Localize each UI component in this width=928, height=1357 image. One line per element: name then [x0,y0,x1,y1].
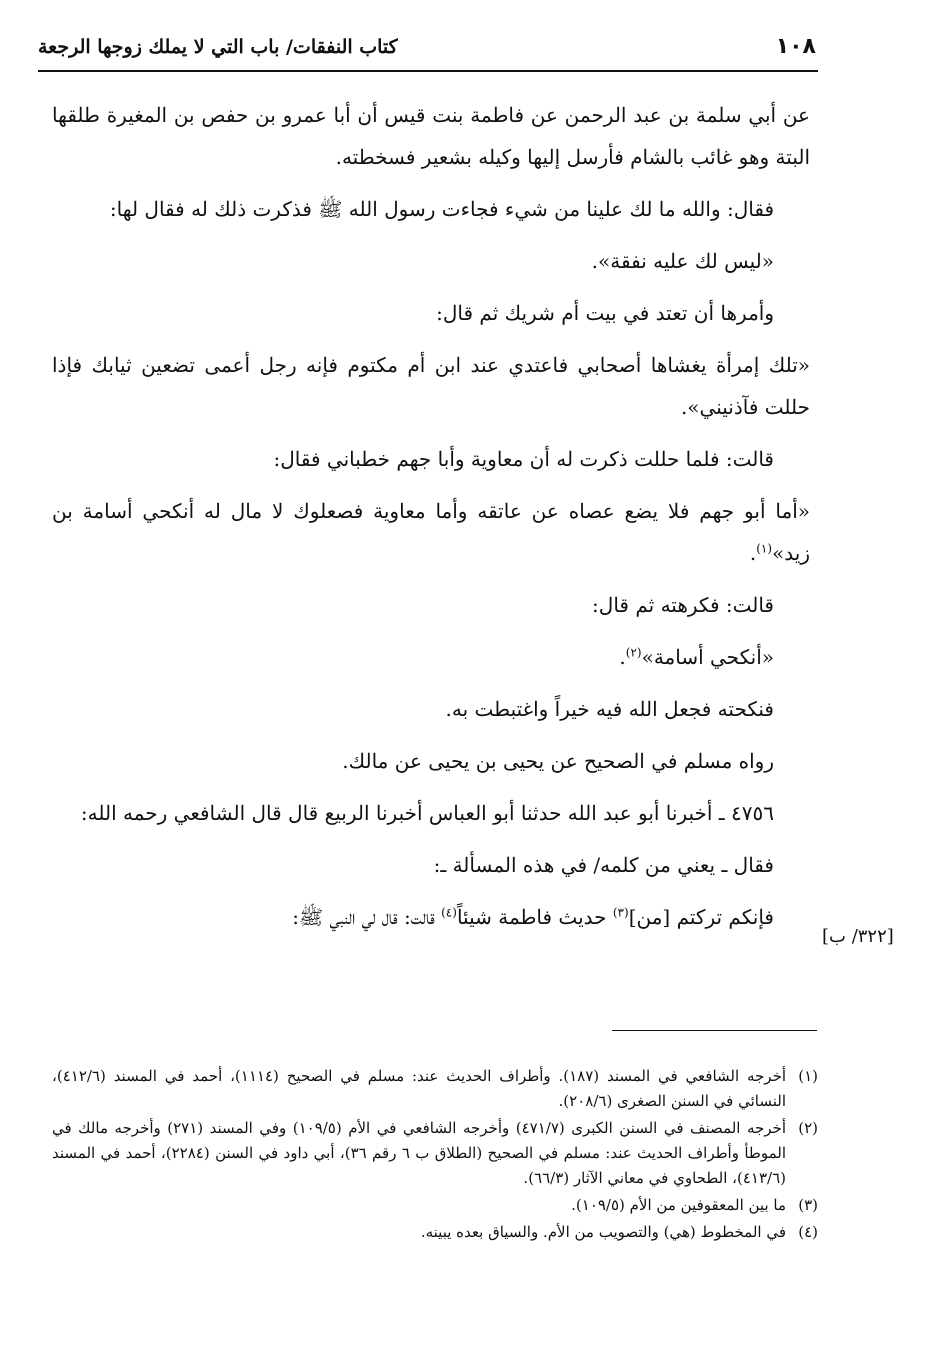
page-header [38,34,818,68]
footnote-text: ما بين المعقوفين من الأم (١٠٩/٥). [571,1196,786,1214]
footnotes [52,1064,818,1247]
paragraph: فقال ـ يعني من كلمه/ في هذه المسألة ـ: [433,853,774,877]
footnote-ref: (٣) [612,905,629,920]
footnote-ref: (٢) [625,645,642,660]
paragraph: قالت: فلما حللت ذكرت له أن معاوية وأبا جهم خطباني فقال: [273,447,774,471]
paragraph: فنكحته فجعل الله فيه خيراً واغتبطت به. [445,697,774,721]
footnote [52,1193,818,1218]
footnote-rule [612,1030,817,1031]
footnote-number: (٣) [798,1196,818,1214]
running-title: كتاب النفقات/ باب التي لا يملك زوجها الرجعة [38,36,398,58]
footnote [52,1116,818,1191]
paragraph: قالت: فكرهته ثم قال: [592,593,774,617]
paragraph: فإنكم تركتم [من]$^{(٣)}$ حديث فاطمة شيئاً$^{(٤)}$ قالت: قال لي النبي ﷺ: [292,905,774,929]
paragraph: رواه مسلم في الصحيح عن يحيى بن يحيى عن مالك. [342,749,774,773]
paragraph: وأمرها أن تعتد في بيت أم شريك ثم قال: [436,301,774,325]
paragraph: ٤٧٥٦ ـ أخبرنا أبو عبد الله حدثنا أبو العباس أخبرنا الربيع قال قال الشافعي رحمه الله: [80,801,774,825]
header-rule [38,70,818,72]
footnote-text: في المخطوط (هي) والتصويب من الأم. والسياق بعده يبينه. [420,1223,786,1241]
paragraph: فقال: والله ما لك علينا من شيء فجاءت رسول الله ﷺ فذكرت ذلك له فقال لها: [109,197,774,221]
paragraph: «أما أبو جهم فلا يضع عصاه عن عاتقه وأما معاوية فصعلوك لا مال له أنكحي أسامة بن زيد»$^{(١)}$. [52,499,810,565]
footnote [52,1064,818,1114]
footnote [52,1220,818,1245]
footnote-number: (١) [798,1067,818,1085]
footnote-text: أخرجه المصنف في السنن الكبرى (٤٧١/٧) وأخرجه الشافعي في الأم (١٠٩/٥) وفي المسند (٢٧١) وأخرجه مالك في الموطأ وأطراف الحديث عند: مسلم في الصحيح (الطلاق ب ٦ رقم ٣٦)، أبي داود في السنن (٢٢٨٤)، أحمد في المسند (٤١٣/٦)، الطحاوي في معاني الآثار (٦٦/٣). [52,1119,786,1187]
footnote-ref: (١) [756,541,773,556]
main-text [52,94,810,948]
paragraph: «تلك إمرأة يغشاها أصحابي فاعتدي عند ابن أم مكتوم فإنه رجل أعمى تضعين ثيابك فإذا حللت فآذنيني». [52,353,810,419]
margin-note: [٣٢٢/ ب] [822,926,894,947]
page-number: ١٠٨ [775,34,816,59]
footnote-number: (٢) [798,1119,818,1137]
footnote-ref: (٤) [441,905,457,920]
paragraph: «ليس لك عليه نفقة». [591,249,774,273]
paragraph: عن أبي سلمة بن عبد الرحمن عن فاطمة بنت قيس أن أبا عمرو بن حفص بن المغيرة طلقها البتة وهو غائب بالشام فأرسل إليها وكيله بشعير فسخطته. [52,103,810,169]
footnote-number: (٤) [798,1223,818,1241]
paragraph: «أنكحي أسامة»$^{(٢)}$. [619,645,774,669]
footnote-text: أخرجه الشافعي في المسند (١٨٧). وأطراف الحديث عند: مسلم في الصحيح (١١١٤)، أحمد في المسند (٤١٢/٦)، النسائي في السنن الصغرى (٢٠٨/٦). [52,1067,787,1110]
